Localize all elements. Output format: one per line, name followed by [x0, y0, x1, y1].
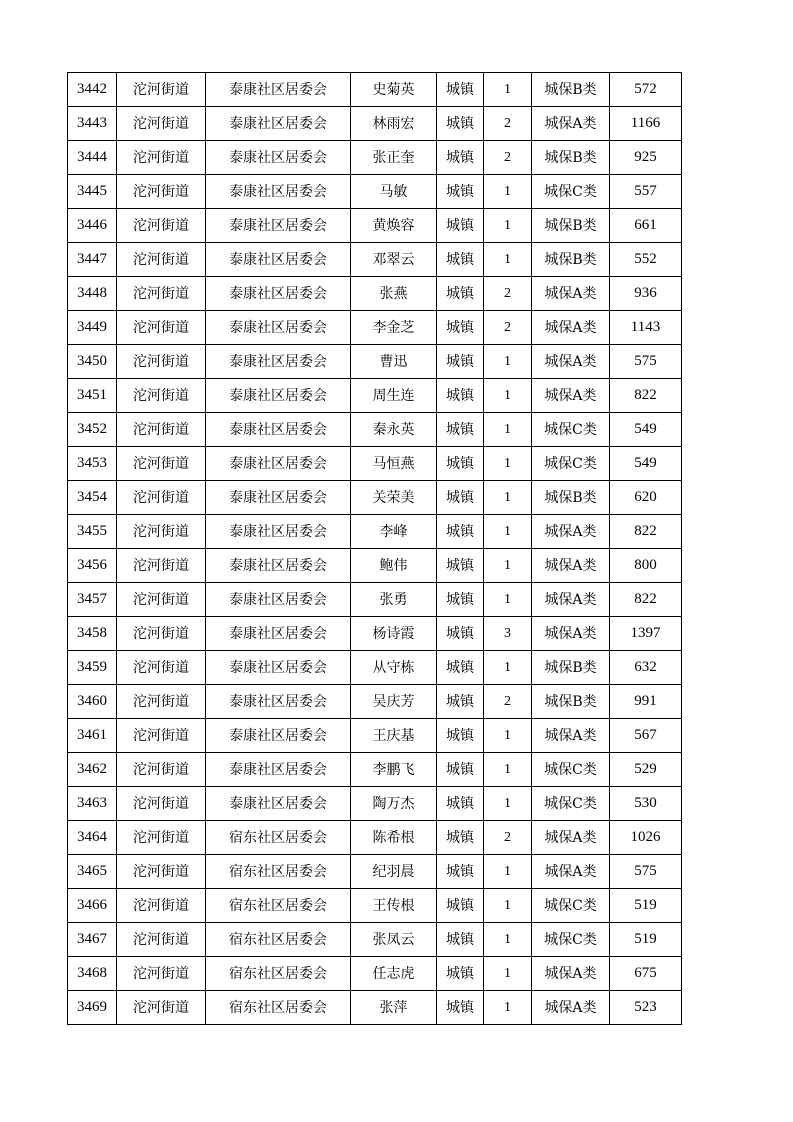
cell-household-size: 2	[484, 277, 532, 311]
cell-record-number: 3467	[68, 923, 117, 957]
table-row	[68, 923, 682, 957]
cell-street: 沱河街道	[117, 73, 206, 107]
cell-household-size: 1	[484, 889, 532, 923]
cell-household-size: 1	[484, 175, 532, 209]
cell-person-name: 陈希根	[351, 821, 437, 855]
table-row	[68, 311, 682, 345]
cell-community: 宿东社区居委会	[206, 821, 351, 855]
cell-person-name: 陶万杰	[351, 787, 437, 821]
table-row	[68, 243, 682, 277]
cell-household-size: 1	[484, 481, 532, 515]
cell-household-size: 1	[484, 753, 532, 787]
cell-household-size: 2	[484, 107, 532, 141]
cell-insurance-category: 城保A类	[532, 277, 610, 311]
cell-street: 沱河街道	[117, 515, 206, 549]
table-row	[68, 141, 682, 175]
cell-record-number: 3453	[68, 447, 117, 481]
table-row	[68, 379, 682, 413]
cell-record-number: 3465	[68, 855, 117, 889]
cell-area-type: 城镇	[437, 991, 484, 1025]
cell-insurance-category: 城保B类	[532, 73, 610, 107]
cell-insurance-category: 城保A类	[532, 583, 610, 617]
cell-community: 泰康社区居委会	[206, 549, 351, 583]
cell-area-type: 城镇	[437, 617, 484, 651]
cell-record-number: 3443	[68, 107, 117, 141]
cell-household-size: 1	[484, 923, 532, 957]
cell-household-size: 1	[484, 719, 532, 753]
cell-area-type: 城镇	[437, 753, 484, 787]
cell-area-type: 城镇	[437, 821, 484, 855]
cell-community: 泰康社区居委会	[206, 583, 351, 617]
cell-area-type: 城镇	[437, 889, 484, 923]
cell-person-name: 吴庆芳	[351, 685, 437, 719]
cell-street: 沱河街道	[117, 379, 206, 413]
cell-insurance-category: 城保A类	[532, 821, 610, 855]
cell-community: 宿东社区居委会	[206, 889, 351, 923]
cell-community: 泰康社区居委会	[206, 345, 351, 379]
cell-community: 宿东社区居委会	[206, 991, 351, 1025]
cell-area-type: 城镇	[437, 957, 484, 991]
cell-street: 沱河街道	[117, 991, 206, 1025]
cell-record-number: 3444	[68, 141, 117, 175]
cell-insurance-category: 城保C类	[532, 447, 610, 481]
cell-street: 沱河街道	[117, 957, 206, 991]
cell-amount: 991	[610, 685, 682, 719]
cell-insurance-category: 城保A类	[532, 617, 610, 651]
cell-street: 沱河街道	[117, 447, 206, 481]
cell-record-number: 3449	[68, 311, 117, 345]
cell-amount: 1026	[610, 821, 682, 855]
cell-household-size: 1	[484, 515, 532, 549]
cell-amount: 519	[610, 889, 682, 923]
cell-insurance-category: 城保C类	[532, 413, 610, 447]
cell-household-size: 2	[484, 821, 532, 855]
roster-body	[68, 73, 682, 1025]
table-row	[68, 651, 682, 685]
cell-street: 沱河街道	[117, 549, 206, 583]
cell-amount: 1166	[610, 107, 682, 141]
cell-insurance-category: 城保A类	[532, 379, 610, 413]
cell-person-name: 张正奎	[351, 141, 437, 175]
cell-community: 泰康社区居委会	[206, 107, 351, 141]
cell-community: 泰康社区居委会	[206, 685, 351, 719]
cell-street: 沱河街道	[117, 141, 206, 175]
cell-record-number: 3464	[68, 821, 117, 855]
table-row	[68, 107, 682, 141]
cell-amount: 567	[610, 719, 682, 753]
cell-amount: 519	[610, 923, 682, 957]
cell-record-number: 3459	[68, 651, 117, 685]
cell-record-number: 3451	[68, 379, 117, 413]
cell-area-type: 城镇	[437, 277, 484, 311]
cell-record-number: 3454	[68, 481, 117, 515]
cell-amount: 632	[610, 651, 682, 685]
cell-amount: 661	[610, 209, 682, 243]
table-row	[68, 175, 682, 209]
cell-insurance-category: 城保A类	[532, 345, 610, 379]
cell-person-name: 马敏	[351, 175, 437, 209]
cell-record-number: 3458	[68, 617, 117, 651]
cell-household-size: 1	[484, 379, 532, 413]
cell-person-name: 李鹏飞	[351, 753, 437, 787]
cell-person-name: 史菊英	[351, 73, 437, 107]
cell-amount: 822	[610, 515, 682, 549]
cell-person-name: 曹迅	[351, 345, 437, 379]
cell-street: 沱河街道	[117, 243, 206, 277]
cell-street: 沱河街道	[117, 311, 206, 345]
cell-amount: 529	[610, 753, 682, 787]
cell-household-size: 2	[484, 141, 532, 175]
cell-insurance-category: 城保C类	[532, 753, 610, 787]
cell-area-type: 城镇	[437, 549, 484, 583]
cell-community: 泰康社区居委会	[206, 277, 351, 311]
cell-amount: 800	[610, 549, 682, 583]
cell-area-type: 城镇	[437, 413, 484, 447]
cell-community: 泰康社区居委会	[206, 787, 351, 821]
cell-community: 泰康社区居委会	[206, 447, 351, 481]
cell-record-number: 3447	[68, 243, 117, 277]
cell-amount: 575	[610, 345, 682, 379]
cell-community: 泰康社区居委会	[206, 379, 351, 413]
cell-area-type: 城镇	[437, 719, 484, 753]
cell-insurance-category: 城保C类	[532, 889, 610, 923]
cell-insurance-category: 城保B类	[532, 481, 610, 515]
cell-street: 沱河街道	[117, 753, 206, 787]
cell-community: 泰康社区居委会	[206, 617, 351, 651]
cell-amount: 549	[610, 447, 682, 481]
cell-street: 沱河街道	[117, 923, 206, 957]
cell-household-size: 1	[484, 209, 532, 243]
cell-person-name: 黄焕容	[351, 209, 437, 243]
cell-person-name: 秦永英	[351, 413, 437, 447]
cell-area-type: 城镇	[437, 855, 484, 889]
cell-household-size: 1	[484, 957, 532, 991]
cell-amount: 523	[610, 991, 682, 1025]
cell-area-type: 城镇	[437, 175, 484, 209]
cell-street: 沱河街道	[117, 787, 206, 821]
table-row	[68, 277, 682, 311]
cell-area-type: 城镇	[437, 923, 484, 957]
cell-record-number: 3446	[68, 209, 117, 243]
cell-area-type: 城镇	[437, 243, 484, 277]
cell-community: 宿东社区居委会	[206, 855, 351, 889]
cell-area-type: 城镇	[437, 141, 484, 175]
cell-community: 泰康社区居委会	[206, 141, 351, 175]
cell-insurance-category: 城保A类	[532, 515, 610, 549]
cell-community: 泰康社区居委会	[206, 515, 351, 549]
cell-community: 宿东社区居委会	[206, 957, 351, 991]
table-row	[68, 685, 682, 719]
cell-amount: 552	[610, 243, 682, 277]
cell-amount: 575	[610, 855, 682, 889]
table-row	[68, 787, 682, 821]
cell-record-number: 3457	[68, 583, 117, 617]
cell-area-type: 城镇	[437, 481, 484, 515]
cell-person-name: 王传根	[351, 889, 437, 923]
cell-area-type: 城镇	[437, 345, 484, 379]
cell-insurance-category: 城保A类	[532, 991, 610, 1025]
cell-area-type: 城镇	[437, 583, 484, 617]
cell-community: 泰康社区居委会	[206, 243, 351, 277]
cell-area-type: 城镇	[437, 209, 484, 243]
cell-household-size: 3	[484, 617, 532, 651]
cell-insurance-category: 城保B类	[532, 685, 610, 719]
cell-household-size: 1	[484, 855, 532, 889]
cell-insurance-category: 城保A类	[532, 311, 610, 345]
cell-insurance-category: 城保C类	[532, 787, 610, 821]
table-row	[68, 855, 682, 889]
cell-record-number: 3455	[68, 515, 117, 549]
cell-record-number: 3456	[68, 549, 117, 583]
cell-community: 泰康社区居委会	[206, 413, 351, 447]
cell-household-size: 2	[484, 311, 532, 345]
cell-record-number: 3462	[68, 753, 117, 787]
cell-household-size: 1	[484, 447, 532, 481]
cell-amount: 675	[610, 957, 682, 991]
cell-record-number: 3468	[68, 957, 117, 991]
cell-street: 沱河街道	[117, 889, 206, 923]
cell-household-size: 1	[484, 345, 532, 379]
cell-person-name: 张勇	[351, 583, 437, 617]
cell-street: 沱河街道	[117, 583, 206, 617]
cell-record-number: 3448	[68, 277, 117, 311]
cell-community: 泰康社区居委会	[206, 73, 351, 107]
cell-street: 沱河街道	[117, 617, 206, 651]
cell-amount: 925	[610, 141, 682, 175]
cell-street: 沱河街道	[117, 345, 206, 379]
cell-amount: 822	[610, 379, 682, 413]
cell-area-type: 城镇	[437, 107, 484, 141]
cell-record-number: 3469	[68, 991, 117, 1025]
cell-household-size: 1	[484, 991, 532, 1025]
cell-household-size: 2	[484, 685, 532, 719]
cell-person-name: 张燕	[351, 277, 437, 311]
cell-amount: 549	[610, 413, 682, 447]
cell-person-name: 李金芝	[351, 311, 437, 345]
cell-amount: 822	[610, 583, 682, 617]
cell-community: 泰康社区居委会	[206, 311, 351, 345]
cell-amount: 530	[610, 787, 682, 821]
cell-person-name: 杨诗霞	[351, 617, 437, 651]
cell-household-size: 1	[484, 413, 532, 447]
table-row	[68, 549, 682, 583]
cell-person-name: 张凤云	[351, 923, 437, 957]
cell-street: 沱河街道	[117, 413, 206, 447]
cell-household-size: 1	[484, 651, 532, 685]
cell-insurance-category: 城保A类	[532, 549, 610, 583]
cell-area-type: 城镇	[437, 651, 484, 685]
cell-record-number: 3461	[68, 719, 117, 753]
table-row	[68, 719, 682, 753]
cell-insurance-category: 城保C类	[532, 923, 610, 957]
cell-person-name: 周生连	[351, 379, 437, 413]
table-row	[68, 957, 682, 991]
cell-insurance-category: 城保A类	[532, 107, 610, 141]
table-row	[68, 413, 682, 447]
cell-street: 沱河街道	[117, 209, 206, 243]
cell-street: 沱河街道	[117, 685, 206, 719]
cell-record-number: 3460	[68, 685, 117, 719]
cell-amount: 1143	[610, 311, 682, 345]
cell-record-number: 3450	[68, 345, 117, 379]
cell-amount: 572	[610, 73, 682, 107]
cell-community: 泰康社区居委会	[206, 651, 351, 685]
cell-amount: 557	[610, 175, 682, 209]
cell-street: 沱河街道	[117, 719, 206, 753]
cell-person-name: 关荣美	[351, 481, 437, 515]
table-row	[68, 889, 682, 923]
table-row	[68, 821, 682, 855]
cell-area-type: 城镇	[437, 311, 484, 345]
cell-person-name: 鲍伟	[351, 549, 437, 583]
cell-record-number: 3445	[68, 175, 117, 209]
cell-person-name: 王庆基	[351, 719, 437, 753]
table-row	[68, 991, 682, 1025]
cell-household-size: 1	[484, 787, 532, 821]
table-row	[68, 73, 682, 107]
cell-street: 沱河街道	[117, 277, 206, 311]
table-row	[68, 617, 682, 651]
cell-record-number: 3466	[68, 889, 117, 923]
cell-community: 泰康社区居委会	[206, 175, 351, 209]
cell-person-name: 邓翠云	[351, 243, 437, 277]
table-row	[68, 345, 682, 379]
cell-household-size: 1	[484, 549, 532, 583]
cell-community: 泰康社区居委会	[206, 753, 351, 787]
cell-community: 泰康社区居委会	[206, 719, 351, 753]
roster-table	[67, 72, 682, 1025]
cell-person-name: 马恒燕	[351, 447, 437, 481]
cell-insurance-category: 城保A类	[532, 855, 610, 889]
cell-household-size: 1	[484, 583, 532, 617]
cell-street: 沱河街道	[117, 651, 206, 685]
cell-household-size: 1	[484, 73, 532, 107]
cell-record-number: 3463	[68, 787, 117, 821]
cell-street: 沱河街道	[117, 175, 206, 209]
cell-record-number: 3452	[68, 413, 117, 447]
cell-area-type: 城镇	[437, 515, 484, 549]
table-row	[68, 209, 682, 243]
table-row	[68, 447, 682, 481]
cell-person-name: 任志虎	[351, 957, 437, 991]
cell-community: 宿东社区居委会	[206, 923, 351, 957]
cell-street: 沱河街道	[117, 481, 206, 515]
cell-insurance-category: 城保A类	[532, 719, 610, 753]
table-row	[68, 481, 682, 515]
cell-area-type: 城镇	[437, 685, 484, 719]
cell-community: 泰康社区居委会	[206, 481, 351, 515]
cell-insurance-category: 城保A类	[532, 957, 610, 991]
cell-community: 泰康社区居委会	[206, 209, 351, 243]
cell-area-type: 城镇	[437, 73, 484, 107]
table-row	[68, 583, 682, 617]
cell-person-name: 林雨宏	[351, 107, 437, 141]
cell-insurance-category: 城保B类	[532, 209, 610, 243]
cell-amount: 620	[610, 481, 682, 515]
cell-area-type: 城镇	[437, 447, 484, 481]
cell-person-name: 李峰	[351, 515, 437, 549]
cell-household-size: 1	[484, 243, 532, 277]
cell-insurance-category: 城保B类	[532, 243, 610, 277]
cell-street: 沱河街道	[117, 855, 206, 889]
cell-person-name: 张萍	[351, 991, 437, 1025]
cell-insurance-category: 城保B类	[532, 651, 610, 685]
cell-amount: 936	[610, 277, 682, 311]
cell-record-number: 3442	[68, 73, 117, 107]
table-row	[68, 515, 682, 549]
table-row	[68, 753, 682, 787]
cell-person-name: 从守栋	[351, 651, 437, 685]
cell-area-type: 城镇	[437, 379, 484, 413]
cell-street: 沱河街道	[117, 821, 206, 855]
cell-person-name: 纪羽晨	[351, 855, 437, 889]
cell-insurance-category: 城保B类	[532, 141, 610, 175]
cell-street: 沱河街道	[117, 107, 206, 141]
cell-area-type: 城镇	[437, 787, 484, 821]
cell-insurance-category: 城保C类	[532, 175, 610, 209]
cell-amount: 1397	[610, 617, 682, 651]
